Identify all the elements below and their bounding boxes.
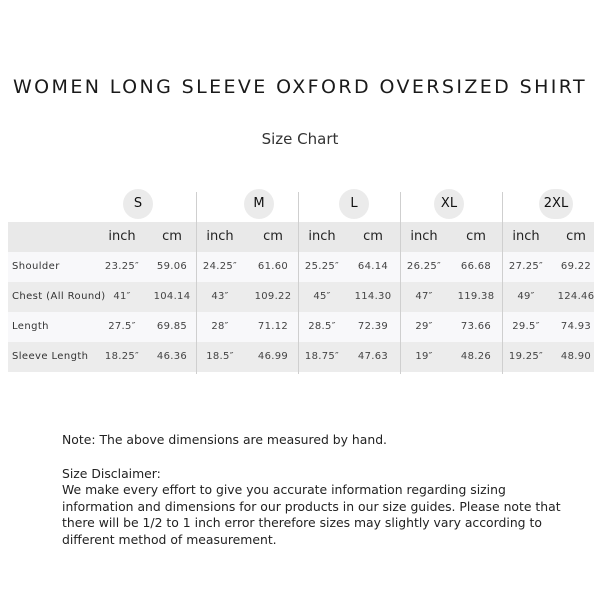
unit-cm-xl: cm <box>466 229 486 244</box>
value-cell: 104.14 <box>153 291 191 302</box>
unit-cm-l: cm <box>363 229 383 244</box>
value-cell: 18.5″ <box>206 351 234 362</box>
value-cell: 47″ <box>415 291 433 302</box>
size-badge-2xl: 2XL <box>539 189 573 219</box>
value-cell: 18.75″ <box>304 351 340 362</box>
value-cell: 23.25″ <box>104 261 140 272</box>
value-cell: 59.06 <box>156 261 188 272</box>
column-divider <box>400 192 401 374</box>
value-cell: 64.14 <box>357 261 389 272</box>
disclaimer-body: We make every effort to give you accurate information regarding sizing information and dimensions for our products in our size guides. Please note that there will be 1/2 to 1 inch error therefore sizes may slightly vary according to different method of measurement. <box>62 482 561 547</box>
unit-inch-2xl: inch <box>512 229 540 244</box>
value-cell: 71.12 <box>257 321 289 332</box>
unit-inch-m: inch <box>206 229 234 244</box>
row-label: Length <box>12 321 49 332</box>
value-cell: 19.25″ <box>508 351 544 362</box>
value-cell: 49″ <box>517 291 535 302</box>
value-cell: 48.90 <box>560 351 592 362</box>
size-badge-l: L <box>339 189 369 219</box>
size-badge-xl: XL <box>434 189 464 219</box>
column-divider <box>196 192 197 374</box>
size-chart-subtitle: Size Chart <box>261 130 339 148</box>
value-cell: 66.68 <box>460 261 492 272</box>
value-cell: 47.63 <box>357 351 389 362</box>
value-cell: 28″ <box>211 321 229 332</box>
row-label: Shoulder <box>12 261 60 272</box>
table-row-chest <box>8 282 594 312</box>
size-badge-s: S <box>123 189 153 219</box>
value-cell: 119.38 <box>457 291 495 302</box>
value-cell: 27.25″ <box>508 261 544 272</box>
value-cell: 25.25″ <box>304 261 340 272</box>
unit-inch-xl: inch <box>410 229 438 244</box>
notes-section <box>62 432 562 548</box>
row-label: Chest (All Round) <box>12 291 106 302</box>
value-cell: 69.22 <box>560 261 592 272</box>
value-cell: 69.85 <box>156 321 188 332</box>
value-cell: 24.25″ <box>202 261 238 272</box>
value-cell: 48.26 <box>460 351 492 362</box>
value-cell: 27.5″ <box>108 321 136 332</box>
value-cell: 109.22 <box>254 291 292 302</box>
row-label: Sleeve Length <box>12 351 89 362</box>
unit-inch-s: inch <box>108 229 136 244</box>
value-cell: 124.46 <box>557 291 595 302</box>
value-cell: 28.5″ <box>308 321 336 332</box>
disclaimer-title: Size Disclaimer: <box>62 465 161 481</box>
unit-cm-2xl: cm <box>566 229 586 244</box>
value-cell: 26.25″ <box>406 261 442 272</box>
table-row-shoulder <box>8 252 594 282</box>
page-title: WOMEN LONG SLEEVE OXFORD OVERSIZED SHIRT <box>13 76 587 98</box>
unit-inch-l: inch <box>308 229 336 244</box>
value-cell: 45″ <box>313 291 331 302</box>
measurement-note: Note: The above dimensions are measured by hand. <box>62 432 387 447</box>
column-divider <box>502 192 503 374</box>
units-header-row <box>8 222 594 252</box>
size-badge-m: M <box>244 189 274 219</box>
table-row-length <box>8 312 594 342</box>
unit-cm-s: cm <box>162 229 182 244</box>
value-cell: 72.39 <box>357 321 389 332</box>
value-cell: 46.36 <box>156 351 188 362</box>
value-cell: 29″ <box>415 321 433 332</box>
column-divider <box>298 192 299 374</box>
value-cell: 46.99 <box>257 351 289 362</box>
value-cell: 61.60 <box>257 261 289 272</box>
value-cell: 29.5″ <box>512 321 540 332</box>
value-cell: 19″ <box>415 351 433 362</box>
value-cell: 114.30 <box>354 291 392 302</box>
value-cell: 74.93 <box>560 321 592 332</box>
value-cell: 73.66 <box>460 321 492 332</box>
unit-cm-m: cm <box>263 229 283 244</box>
value-cell: 41″ <box>113 291 131 302</box>
table-row-sleeve-length <box>8 342 594 372</box>
value-cell: 18.25″ <box>104 351 140 362</box>
size-badges-row <box>8 188 594 222</box>
value-cell: 43″ <box>211 291 229 302</box>
